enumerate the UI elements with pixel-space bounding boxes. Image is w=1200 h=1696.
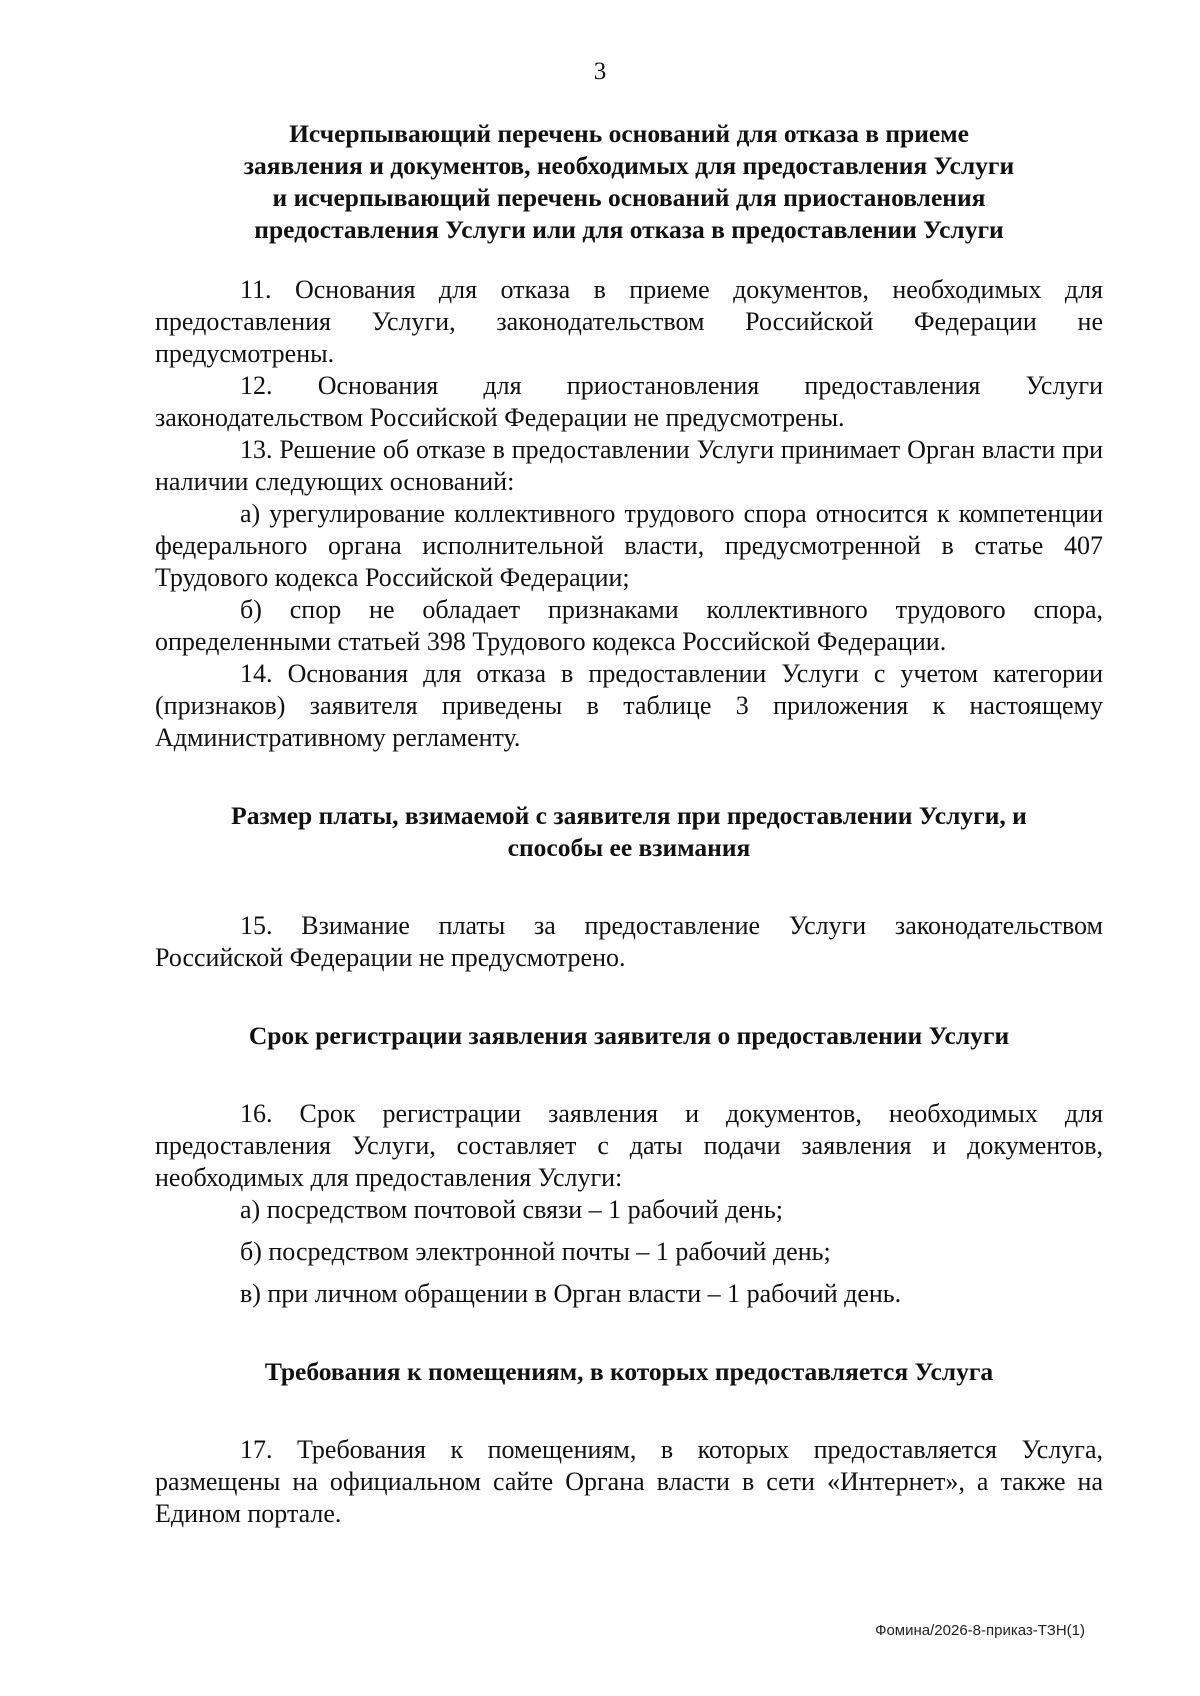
paragraph-13: 13. Решение об отказе в предоставлении Услуги принимает Орган власти при наличии следующих оснований:	[155, 435, 1103, 496]
spacer	[155, 974, 1103, 1020]
heading-premises	[155, 1356, 1103, 1388]
paragraph-13-item-a: а) урегулирование коллективного трудового спора относится к компетенции федерального органа исполнительной власти, предусмотренной в статье 407 Трудового кодекса Российской Федерации;	[155, 499, 1103, 592]
heading-refusal-grounds	[155, 118, 1103, 246]
heading-line: и исчерпывающий перечень оснований для приостановления	[272, 183, 986, 212]
paragraph-16-item-a: а) посредством почтовой связи – 1 рабочий день;	[240, 1195, 783, 1224]
document-body	[155, 118, 1103, 1530]
paragraph-16: 16. Срок регистрации заявления и документов, необходимых для предоставления Услуги, составляет с даты подачи заявления и документов, необходимых для предоставления Услуги:	[155, 1099, 1103, 1192]
heading-registration	[155, 1020, 1103, 1052]
heading-line: Срок регистрации заявления заявителя о предоставлении Услуги	[248, 1021, 1010, 1050]
spacer	[155, 1052, 1103, 1098]
spacer	[155, 1388, 1103, 1434]
heading-line: способы ее взимания	[507, 833, 751, 862]
paragraph-17: 17. Требования к помещениям, в которых предоставляется Услуга, размещены на официальном сайте Органа власти в сети «Интернет», а также на Едином портале.	[155, 1435, 1103, 1528]
paragraph-14: 14. Основания для отказа в предоставлении Услуги с учетом категории (признаков) заявителя приведены в таблице 3 приложения к настоящему Административному регламенту.	[155, 659, 1103, 752]
heading-line: Требования к помещениям, в которых предоставляется Услуга	[264, 1357, 994, 1386]
heading-line: заявления и документов, необходимых для предоставления Услуги	[243, 151, 1015, 180]
heading-line: Размер платы, взимаемой с заявителя при предоставлении Услуги, и	[231, 801, 1027, 830]
heading-line: предоставления Услуги или для отказа в предоставлении Услуги	[254, 215, 1004, 244]
paragraph-15: 15. Взимание платы за предоставление Услуги законодательством Российской Федерации не предусмотрено.	[155, 911, 1103, 972]
page-number: 3	[593, 58, 607, 85]
paragraph-11: 11. Основания для отказа в приеме документов, необходимых для предоставления Услуги, законодательством Российской Федерации не предусмотрены.	[155, 275, 1103, 368]
document-footer-code: Фомина/2026-8-приказ-ТЗН(1)	[875, 1622, 1085, 1639]
paragraph-13-item-b: б) спор не обладает признаками коллективного трудового спора, определенными статьей 398 Трудового кодекса Российской Федерации.	[155, 595, 1103, 656]
spacer	[155, 754, 1103, 800]
spacer	[155, 864, 1103, 910]
paragraph-12: 12. Основания для приостановления предоставления Услуги законодательством Российской Федерации не предусмотрены.	[155, 371, 1103, 432]
heading-line: Исчерпывающий перечень оснований для отказа в приеме	[289, 119, 969, 148]
paragraph-16-item-c: в) при личном обращении в Орган власти – 1 рабочий день.	[240, 1279, 902, 1308]
heading-fee	[155, 800, 1103, 864]
paragraph-16-item-b: б) посредством электронной почты – 1 рабочий день;	[240, 1237, 831, 1266]
spacer	[155, 246, 1103, 274]
spacer	[155, 1310, 1103, 1356]
